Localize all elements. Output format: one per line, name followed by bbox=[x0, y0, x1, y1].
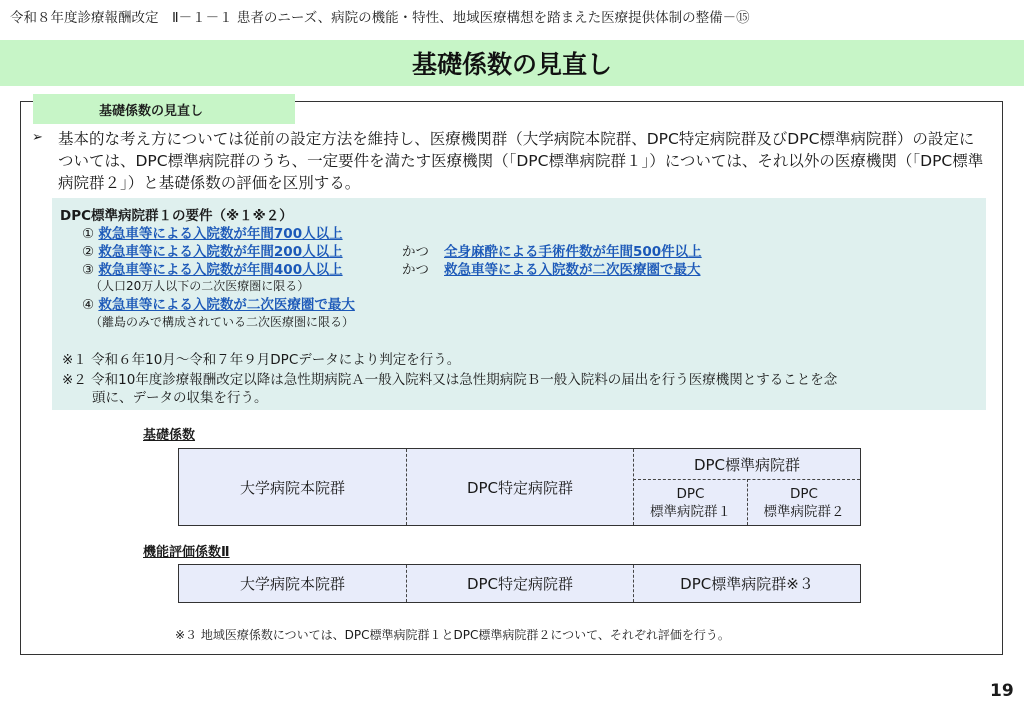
cell-text: DPC bbox=[676, 485, 705, 502]
requirement-num: ③ bbox=[82, 262, 95, 278]
requirement-item-3-note: （人口20万人以下の二次医療圏に限る） bbox=[90, 279, 310, 293]
cell-dpc-special: DPC特定病院群 bbox=[466, 575, 574, 593]
section-tab bbox=[33, 94, 295, 124]
requirement-item-3 bbox=[82, 258, 343, 278]
basic-coef-table bbox=[178, 448, 861, 526]
cell-university: 大学病院本院群 bbox=[239, 575, 345, 593]
footnote: ※３ 地域医療係数については、DPC標準病院群１とDPC標準病院群２について、それぞれ評価を行う。 bbox=[175, 628, 730, 642]
requirement-item-1 bbox=[82, 222, 343, 242]
page-title: 基礎係数の見直し bbox=[411, 50, 612, 79]
func-coef-table bbox=[178, 564, 861, 603]
cell-dpc-special: DPC特定病院群 bbox=[466, 478, 574, 497]
requirement-link[interactable]: 救急車等による入院数が二次医療圏で最大 bbox=[444, 262, 701, 278]
requirement-link[interactable]: 救急車等による入院数が年間400人以上 bbox=[98, 262, 343, 278]
requirement-link[interactable]: 救急車等による入院数が年間700人以上 bbox=[98, 226, 343, 242]
requirement-item-2-cond bbox=[444, 240, 702, 260]
requirement-link[interactable]: 救急車等による入院数が年間200人以上 bbox=[98, 244, 343, 260]
breadcrumb: 令和８年度診療報酬改定 Ⅱ－１－１ 患者のニーズ、病院の機能・特性、地域医療構想を踏まえた医療提供体制の整備－⑮ bbox=[10, 10, 750, 26]
requirement-link[interactable]: 全身麻酔による手術件数が年間500件以上 bbox=[444, 244, 702, 260]
cell-text: 標準病院群１ bbox=[650, 503, 731, 520]
func-coef-label: 機能評価係数Ⅱ bbox=[143, 545, 230, 560]
cell-text: DPC bbox=[790, 485, 818, 502]
connector-and: かつ bbox=[402, 262, 429, 278]
requirement-item-2 bbox=[82, 240, 343, 260]
cell-dpc-standard: DPC標準病院群 bbox=[693, 455, 801, 474]
requirement-num: ② bbox=[82, 244, 95, 260]
requirement-num: ④ bbox=[82, 297, 95, 313]
bullet-arrow-icon: ➢ bbox=[32, 130, 43, 145]
requirement-item-4 bbox=[82, 293, 355, 313]
basic-coef-label: 基礎係数 bbox=[143, 428, 196, 443]
page-number: 19 bbox=[990, 681, 1014, 701]
cell-text: 標準病院群２ bbox=[763, 503, 845, 520]
requirement-item-3-cond bbox=[444, 258, 701, 278]
cell-university: 大学病院本院群 bbox=[239, 478, 345, 497]
section-tab-label: 基礎係数の見直し bbox=[99, 104, 204, 119]
requirement-link[interactable]: 救急車等による入院数が二次医療圏で最大 bbox=[98, 297, 355, 313]
note-2-cont: 頭に、データの収集を行う。 bbox=[92, 390, 268, 406]
intro-paragraph: 基本的な考え方については従前の設定方法を維持し、医療機関群（大学病院本院群、DPC特定病院群及びDPC標準病院群）の設定については、DPC標準病院群のうち、一定要件を満たす医療機関（「DPC標準病院群１」）については、それ以外の医療機関（「DPC標準病院群２」）と基礎係数の評価を区別する。 bbox=[58, 130, 984, 192]
note-2: ※２ 令和10年度診療報酬改定以降は急性期病院Ａ一般入院料又は急性期病院Ｂ一般入院料の届出を行う医療機関とすることを念 bbox=[62, 372, 838, 388]
requirements-heading: DPC標準病院群１の要件（※１※２） bbox=[60, 208, 293, 224]
connector-and: かつ bbox=[402, 244, 429, 260]
cell-dpc-standard-2 bbox=[748, 480, 860, 525]
cell-dpc-standard: DPC標準病院群※３ bbox=[680, 575, 814, 593]
requirement-num: ① bbox=[82, 226, 95, 242]
note-1: ※１ 令和６年10月～令和７年９月DPCデータにより判定を行う。 bbox=[62, 352, 461, 368]
cell-dpc-standard-1 bbox=[634, 480, 747, 525]
requirement-item-4-note: （離島のみで構成されている二次医療圏に限る） bbox=[90, 315, 355, 329]
